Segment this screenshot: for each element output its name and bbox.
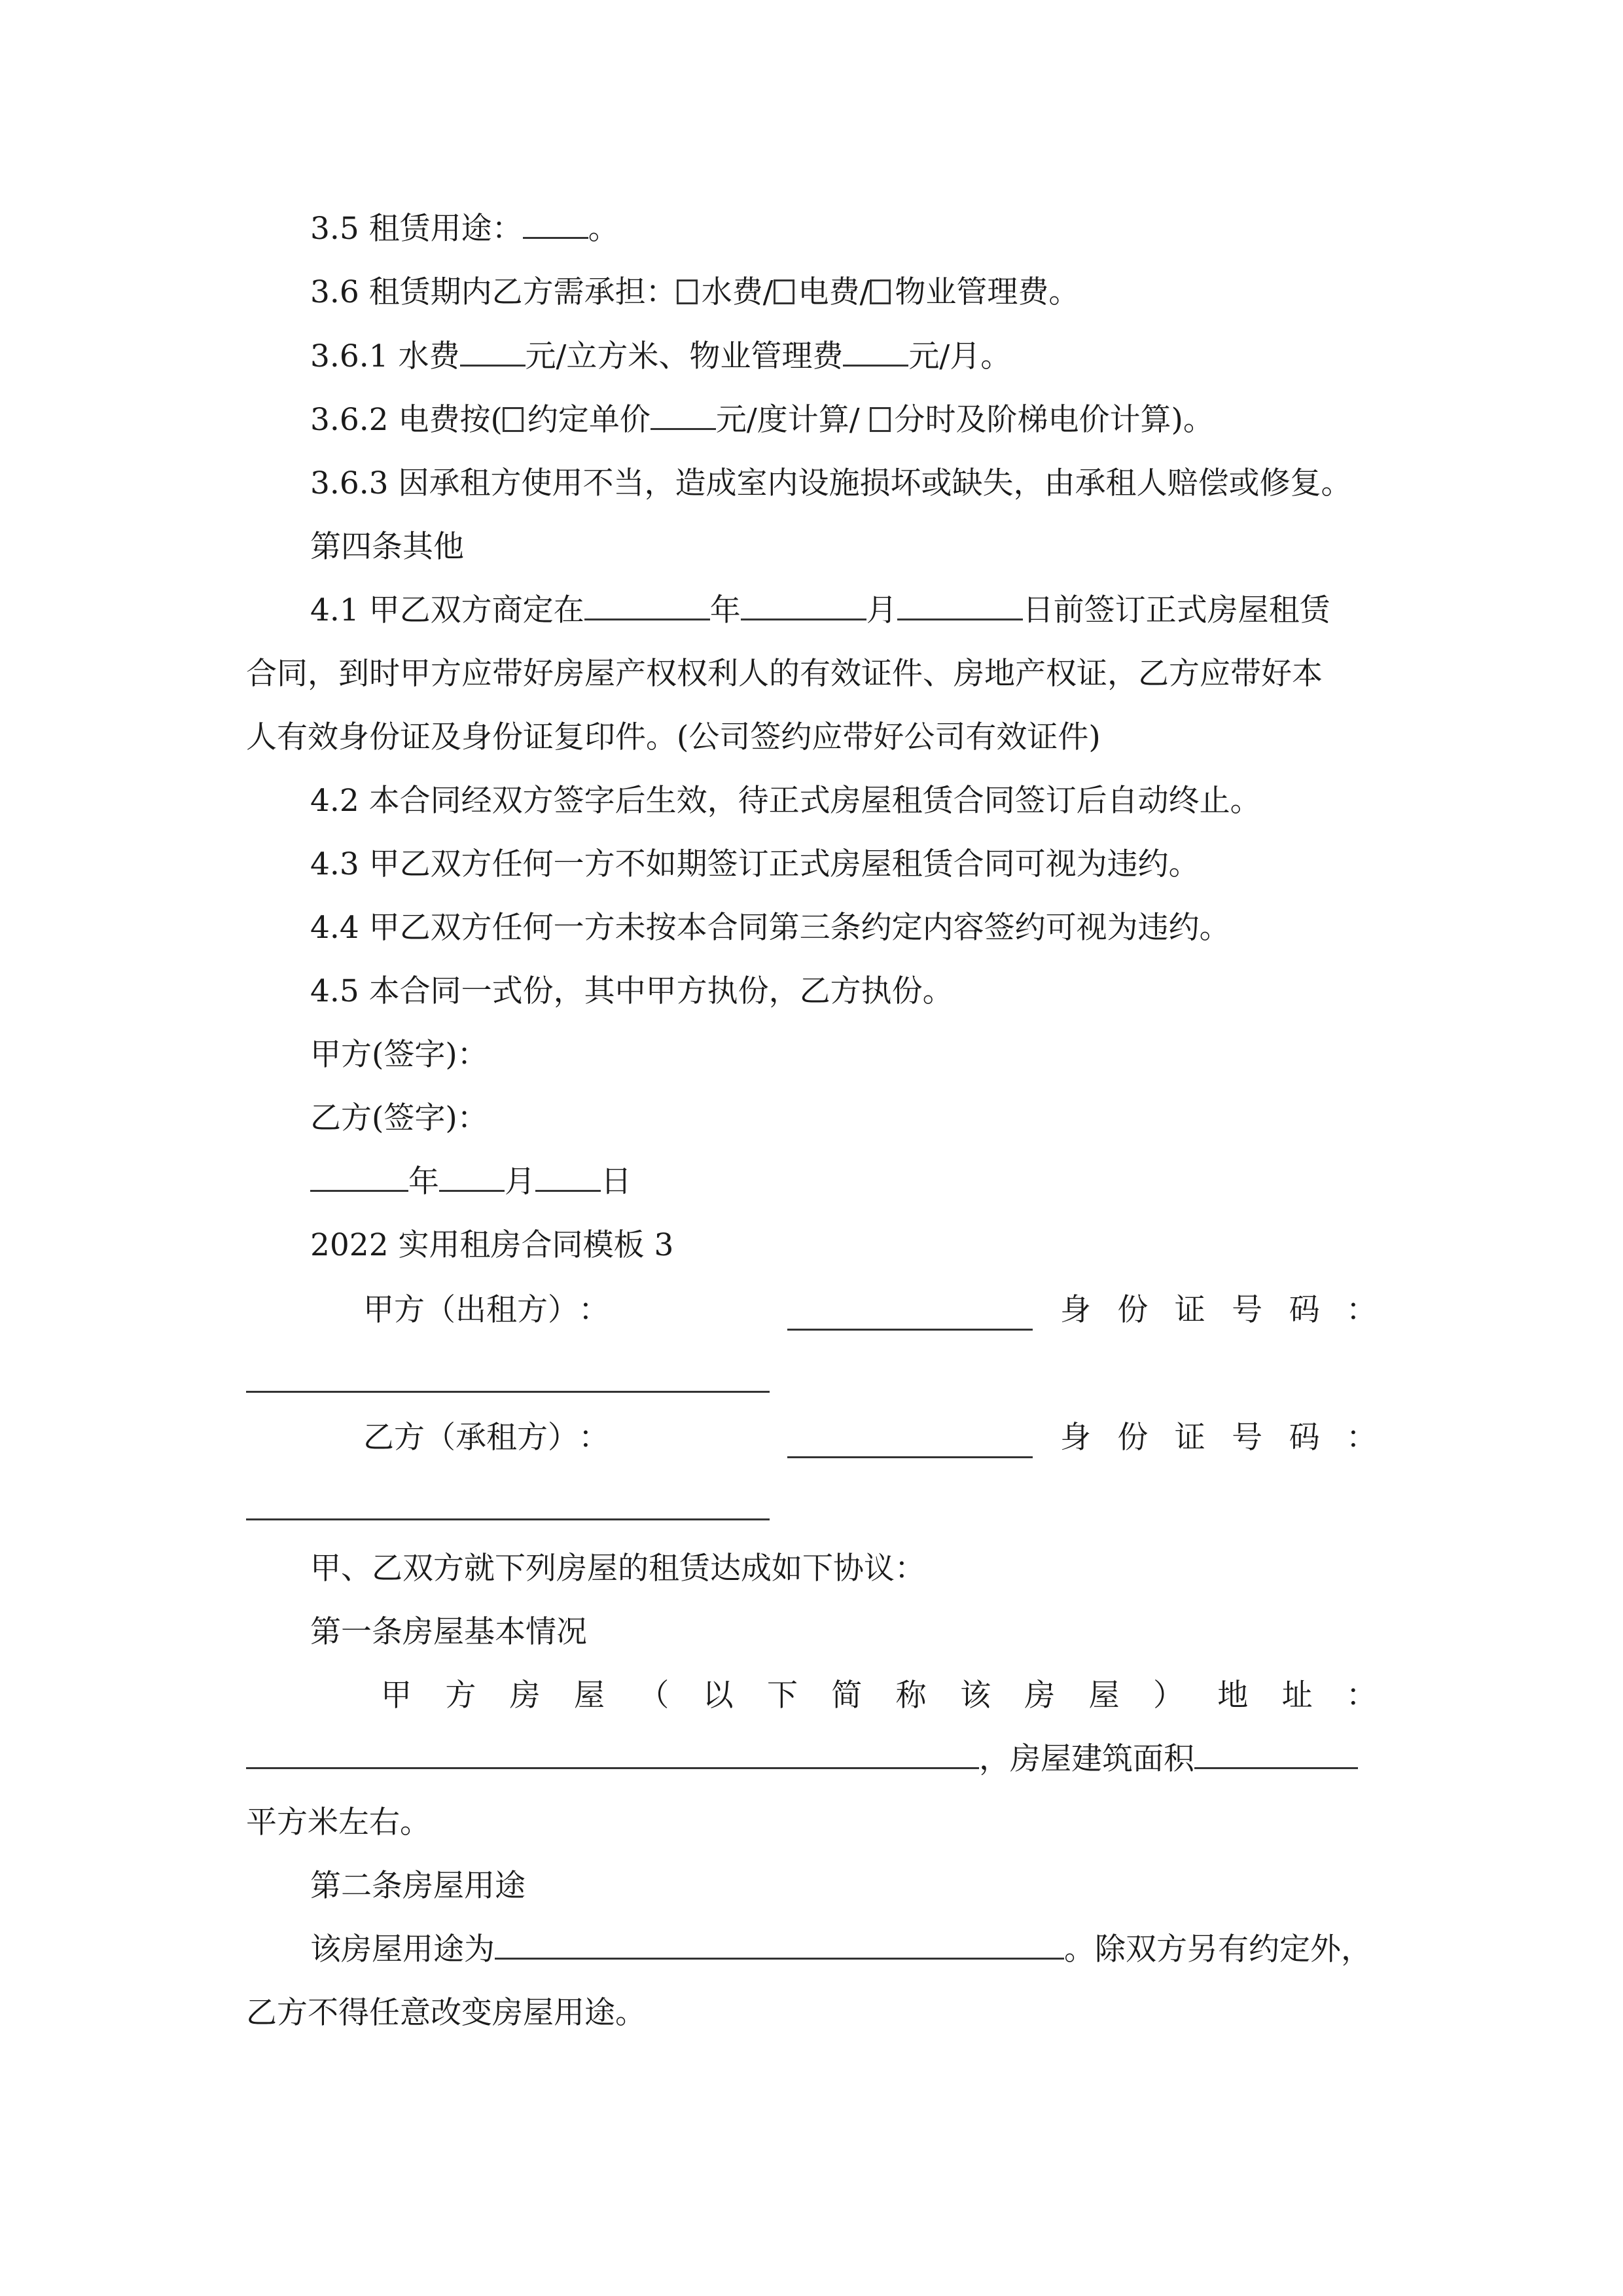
clause-4-1-cont-2: 人有效身份证及身份证复印件。(公司签约应带好公司有效证件) [246, 719, 1101, 755]
property-use-cont: 乙方不得任意改变房屋用途。 [246, 1995, 646, 2031]
blank-field [584, 584, 710, 620]
blank-field [439, 1156, 505, 1192]
clause-4-4: 4.4 甲乙双方任何一方未按本合同第三条约定内容签约可视为违约。 [310, 910, 1230, 946]
blank-field [523, 203, 588, 239]
checkbox[interactable] [774, 279, 794, 304]
property-use-line: 该房屋用途为 。除双方另有约定外， [310, 1920, 1377, 1979]
property-area-unit: 平方米左右。 [246, 1804, 431, 1840]
checkbox[interactable] [870, 279, 891, 304]
clause-4-1-cont-1: 合同，到时甲方应带好房屋产权权利人的有效证件、房地产权证，乙方应带好本 [246, 656, 1323, 692]
clause-3-6-1: 3.6.1 水费 元/立方米、物业管理费 元/月。 [310, 327, 1377, 386]
lessee-id-label: 身 份 证 号 码 ： [1060, 1420, 1377, 1456]
article-1-heading: 第一条房屋基本情况 [310, 1614, 587, 1650]
template-3-title: 2022 实用租房合同模板 3 [310, 1227, 674, 1263]
clause-4-1: 4.1 甲乙双方商定在 年 月 日前签订正式房屋租赁 [310, 581, 1377, 640]
lessor-name-blank [787, 1329, 1033, 1331]
address-blank [246, 1733, 979, 1769]
use-blank [495, 1924, 1064, 1960]
blank-field [460, 331, 526, 367]
clause-3-6-3: 3.6.3 因承租方使用不当，造成室内设施损坏或缺失，由承租人赔偿或修复。 [310, 465, 1352, 501]
property-address-label: 甲 方 房 屋 （ 以 下 简 称 该 房 屋 ） 地 址 ： [381, 1677, 1377, 1713]
agreement-intro: 甲、乙双方就下列房屋的租赁达成如下协议： [310, 1551, 925, 1587]
lessee-name-blank [787, 1456, 1033, 1458]
blank-field [535, 1156, 601, 1192]
area-blank [1194, 1733, 1358, 1769]
property-address-line: ，房屋建筑面积 [246, 1730, 1377, 1789]
party-b-signature: 乙方(签字)： [310, 1100, 488, 1136]
lessor-id-label: 身 份 证 号 码 ： [1060, 1292, 1377, 1328]
blank-field [310, 1156, 408, 1192]
signing-date: 年 月 日 [310, 1153, 1377, 1211]
clause-4-2: 4.2 本合同经双方签字后生效，待正式房屋租赁合同签订后自动终止。 [310, 783, 1261, 819]
blank-field [741, 584, 866, 620]
party-a-signature: 甲方(签字)： [310, 1037, 488, 1073]
clause-3-6: 3.6 租赁期内乙方需承担： 水费/ 电费/ 物业管理费。 [310, 274, 1080, 310]
clause-3-5: 3.5 租赁用途： 。 [310, 200, 1377, 259]
blank-field [843, 331, 908, 367]
checkbox[interactable] [677, 279, 698, 304]
blank-field [897, 584, 1023, 620]
document-page: 3.5 租赁用途： 。 3.6 租赁期内乙方需承担： 水费/ 电费/ 物业管理费。 3.6.1 水费 元/立方米、物业管理费 元/月。 3.6.2 电费按( 约定单价 元/度计算/ 分时及阶梯电价计算)。 3.6.3 因承租方使用不当，造成室内设施损坏或缺失，由承租人赔偿或修复。 第四条其他 4.1 甲乙双方商定在 年 月 日前签订正式房屋租赁 合同，到时甲方应带好房屋产权权利人的有效证件、房地产权证，乙方应带好本 人有效身份证及身份证复印件。(公司签约应带好公司有效证件) 4.2 本合同经双方签字后生效，待正式房屋租赁合同签订后自动终止。 4.3 甲乙双方任何一方不如期签订正式房屋租赁合同可视为违约。 4.4 甲乙双方任何一方未按本合同第三条约定内容签约可视为违约。 4.5 本合同一式份，其中甲方执份，乙方执份。 甲方(签字)： 乙方(签字)： 年 月 日 2022 实用租房合同模板 3 甲 方 （ 出 租 方 ） ： 身 份 证 号 码 ： 乙 方 （ 承 租 方 ） ： 身 份 证 号 码 ： 甲、乙双方就下列房屋的租赁达成如下协议： 第一条房屋基本情况 甲 方 房 屋 （ 以 下 简 称 该 房 屋 ） 地 址 ： ，房屋建筑面积 平方米左右。 第二条房屋用途 该房屋用途为 。除双方另有约定外， 乙方不得任意改变房屋用途。 [0, 0, 1623, 2296]
article-2-heading: 第二条房屋用途 [310, 1868, 526, 1904]
article-4-heading: 第四条其他 [310, 529, 464, 565]
lessee-id-blank [246, 1518, 770, 1520]
lessor-id-blank [246, 1391, 770, 1393]
clause-3-6-2: 3.6.2 电费按( 约定单价 元/度计算/ 分时及阶梯电价计算)。 [310, 391, 1377, 450]
checkbox[interactable] [870, 407, 891, 432]
clause-4-3: 4.3 甲乙双方任何一方不如期签订正式房屋租赁合同可视为违约。 [310, 846, 1200, 882]
checkbox[interactable] [503, 407, 524, 432]
clause-4-5: 4.5 本合同一式份，其中甲方执份，乙方执份。 [310, 973, 954, 1009]
blank-field [651, 394, 716, 430]
